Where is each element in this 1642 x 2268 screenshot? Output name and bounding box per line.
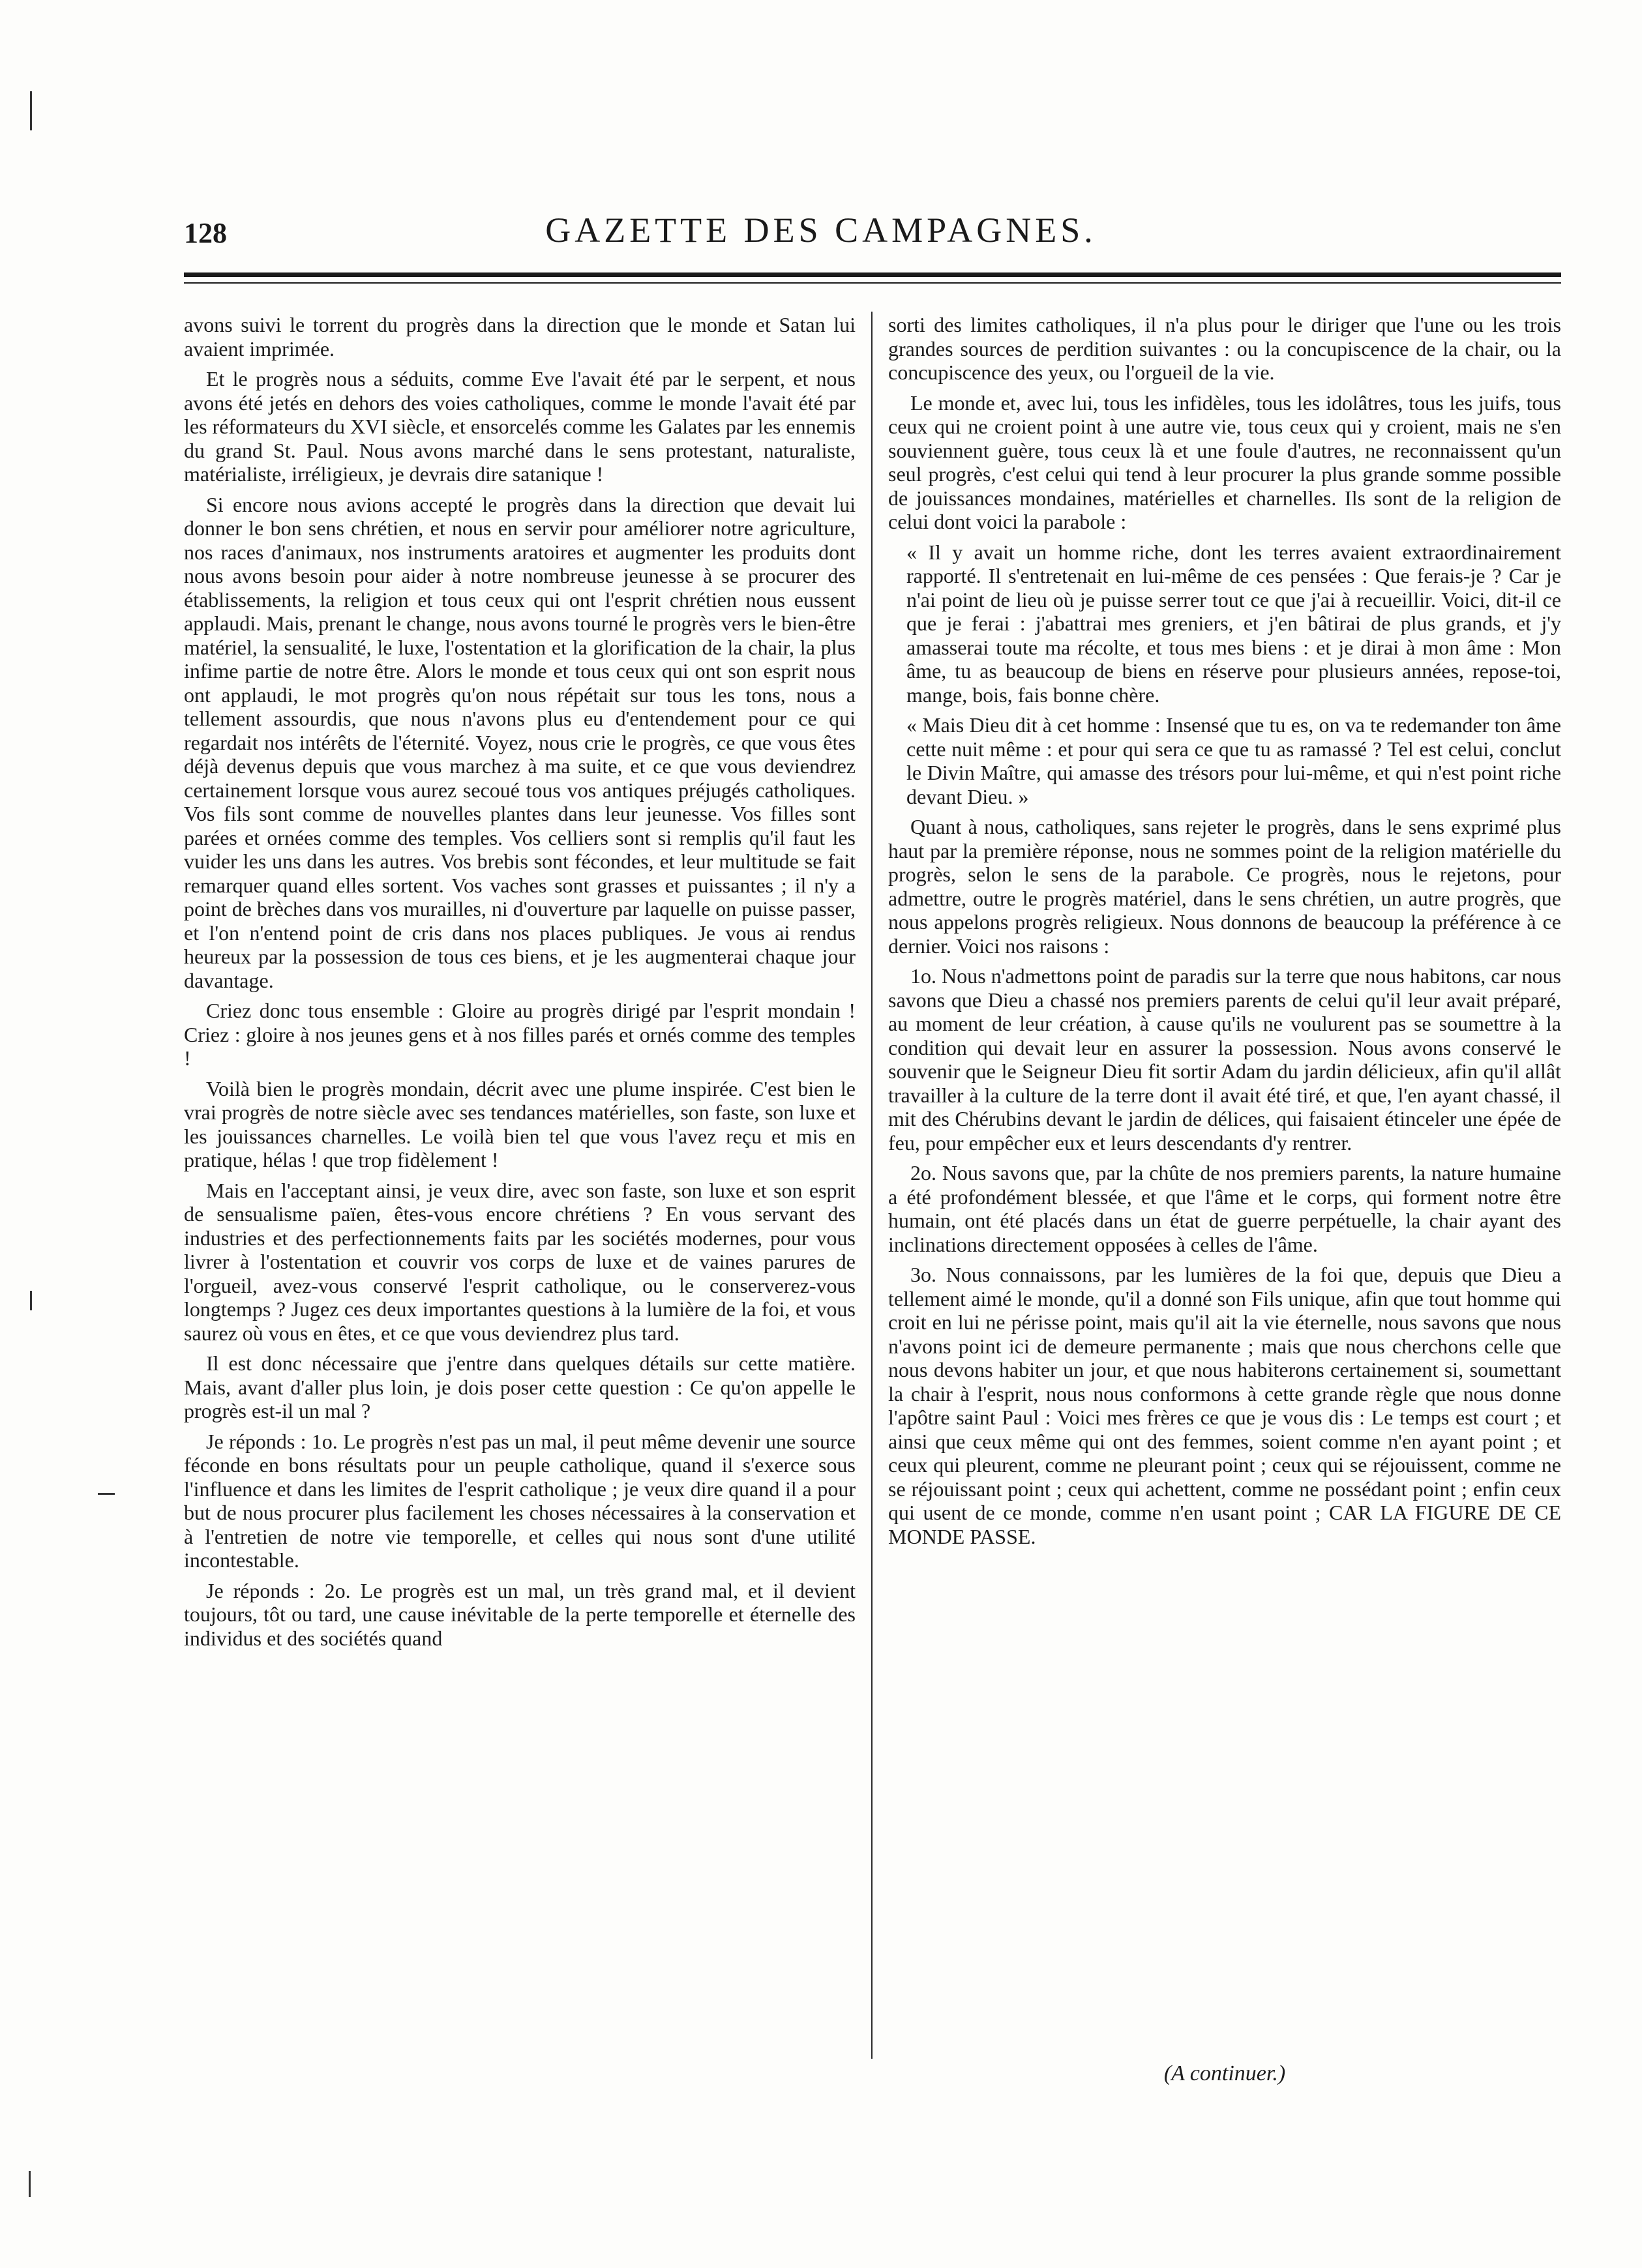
margin-speck bbox=[98, 1493, 115, 1495]
margin-speck bbox=[30, 91, 32, 130]
header-rule-thick bbox=[184, 272, 1561, 277]
parable-quote: « Mais Dieu dit à cet homme : Insensé que tu es, on va te redemander ton âme cette nuit même : et pour qui sera ce que tu as ramassé ? Tel est celui, conclut le Divin Maître, qui amasse des trésors pour lui-même, et qui n'est point riche devant Dieu. » bbox=[906, 713, 1561, 808]
header-rule-thin bbox=[184, 282, 1561, 284]
paragraph: Je réponds : 1o. Le progrès n'est pas un mal, il peut même devenir une source féconde en bons résultats pour un peuple catholique, quand il s'exerce sous l'influence et dans les limites de l'esprit catholique ; je veux dire quand il a pour but de nous procurer plus facilement les choses nécessaires à la conservation et à l'entretien de notre vie temporelle, et celles qui nous sont d'une utilité incontestable. bbox=[184, 1429, 856, 1572]
parable-quote: « Il y avait un homme riche, dont les terres avaient extraordinairement rapporté. Il s'entretenait en lui-même de ces pensées : Que ferais-je ? Car je n'ai point de lieu où je puisse serrer tout ce que j'ai à recueillir. Voici, dit-il ce que je ferai : j'abattrai mes greniers, et j'en bâtirai de plus grands, et j'y amasserai toute ma récolte, et tous mes biens : et je dirai à mon âme : Mon âme, tu as beaucoup de biens en réserve pour plusieurs années, repose-toi, mange, bois, fais bonne chère. bbox=[906, 540, 1561, 707]
paragraph: avons suivi le torrent du progrès dans la direction que le monde et Satan lui avaient imprimée. bbox=[184, 313, 856, 361]
masthead-title: GAZETTE DES CAMPAGNES. bbox=[545, 211, 1097, 250]
paragraph: Criez donc tous ensemble : Gloire au progrès dirigé par l'esprit mondain ! Criez : gloire à nos jeunes gens et à nos filles parés et ornés comme des temples ! bbox=[184, 999, 856, 1070]
paragraph: Et le progrès nous a séduits, comme Eve l'avait été par le serpent, et nous avons été jetés en dehors des voies catholiques, comme le monde l'avait été par les réformateurs du XVI siècle, et ensorcelés comme les Galates par les ennemis du grand St. Paul. Nous avons marché dans le sens protestant, naturaliste, matérialiste, irréligieux, je devrais dire satanique ! bbox=[184, 367, 856, 486]
paragraph: 2o. Nous savons que, par la chûte de nos premiers parents, la nature humaine a été profondément blessée, et que l'âme et le corps, qui forment notre être humain, ont été placés dans un état de guerre perpétuelle, la chair ayant des inclinations directement opposées à celles de l'âme. bbox=[888, 1161, 1561, 1256]
page-number: 128 bbox=[184, 217, 227, 249]
left-column bbox=[184, 313, 856, 2073]
continued-note: (A continuer.) bbox=[1163, 2061, 1286, 2085]
right-column bbox=[888, 313, 1561, 2073]
paragraph: Je réponds : 2o. Le progrès est un mal, un très grand mal, et il devient toujours, tôt ou tard, une cause inévitable de la perte temporelle et éternelle des individus et des sociétés quand bbox=[184, 1578, 856, 1650]
column-divider bbox=[871, 312, 873, 2059]
paragraph: Mais en l'acceptant ainsi, je veux dire, avec son faste, son luxe et son esprit de sensualisme païen, êtes-vous encore chrétiens ? En vous servant des industries et des perfectionnements faits par les sociétés modernes, pour vous livrer à l'ostentation et couvrir vos corps de luxe et de vaines parures de l'orgueil, avez-vous conservé l'esprit catholique, ou le conserverez-vous longtemps ? Jugez ces deux importantes questions à la lumière de la foi, et vous saurez où vous en êtes, et ce que vous deviendrez plus tard. bbox=[184, 1178, 856, 1345]
paragraph: Il est donc nécessaire que j'entre dans quelques détails sur cette matière. Mais, avant d'aller plus loin, je dois poser cette question : Ce qu'on appelle le progrès est-il un mal ? bbox=[184, 1351, 856, 1422]
paragraph: 1o. Nous n'admettons point de paradis sur la terre que nous habitons, car nous savons que Dieu a chassé nos premiers parents de celui qu'il leur avait préparé, au moment de leur création, à cause qu'ils ne voulurent pas se soumettre à la condition qui devait leur en assurer la possession. Nous avons conservé le souvenir que le Seigneur Dieu fit sortir Adam du jardin délicieux, afin qu'il allât travailler à la culture de la terre dont il avait été tiré, et que, l'en ayant chassé, il mit des Chérubins devant le jardin de délices, qui faisaient étinceler une épée de feu, pour empêcher eux et leurs descendants d'y rentrer. bbox=[888, 964, 1561, 1155]
margin-speck bbox=[29, 2171, 31, 2197]
paragraph: Voilà bien le progrès mondain, décrit avec une plume inspirée. C'est bien le vrai progrès de notre siècle avec ses tendances matérielles, son faste, son luxe et les jouissances charnelles. Le voilà bien tel que vous l'avez reçu et mis en pratique, hélas ! que trop fidèlement ! bbox=[184, 1076, 856, 1171]
paragraph: sorti des limites catholiques, il n'a plus pour le diriger que l'une ou les trois grandes sources de perdition suivantes : ou la concupiscence de la chair, ou la concupiscence des yeux, ou l'orgueil de la vie. bbox=[888, 313, 1561, 384]
paragraph: Quant à nous, catholiques, sans rejeter le progrès, dans le sens exprimé plus haut par la première réponse, nous ne sommes point de la religion matérielle du progrès, selon le sens de la parabole. Ce progrès, nous le rejetons, pour admettre, outre le progrès matériel, dans le sens chrétien, un autre progrès, que nous appelons progrès religieux. Nous donnons de beaucoup la préférence à ce dernier. Voici nos raisons : bbox=[888, 815, 1561, 958]
paragraph: 3o. Nous connaissons, par les lumières de la foi que, depuis que Dieu a tellement aimé le monde, qu'il a donné son Fils unique, afin que tout homme qui croit en lui ne périsse point, mais qu'il ait la vie éternelle, nous savons que nous n'avons point ici de demeure permanente ; mais que nous cherchons celle que nous devons habiter un jour, et que nous habiterons certainement si, soumettant la chair à l'esprit, nous nous conformons à cette grande règle que nous donne l'apôtre saint Paul : Voici mes frères ce que je vous dis : Le temps est court ; et ainsi que ceux même qui ont des femmes, soient comme n'en ayant point ; et ceux qui pleurent, comme ne pleurant point ; ceux qui se réjouissent, comme ne se réjouissant point ; ceux qui achettent, comme ne possédant point ; enfin ceux qui usent de ce monde, comme n'en usant point ; CAR LA FIGURE DE CE MONDE PASSE. bbox=[888, 1263, 1561, 1548]
margin-speck bbox=[30, 1291, 32, 1310]
paragraph: Le monde et, avec lui, tous les infidèles, tous les idolâtres, tous les juifs, tous ceux qui ne croient point à une autre vie, tous ceux qui y croient, mais ne s'en souviennent guère, tous ceux là et une foule d'autres, ne reconnaissent qu'un seul progrès, c'est celui qui tend à leur procurer la plus grande somme possible de jouissances mondaines, matérielles et charnelles. Ils sont de la religion de celui dont voici la parabole : bbox=[888, 390, 1561, 533]
paragraph: Si encore nous avions accepté le progrès dans la direction que devait lui donner le bon sens chrétien, et nous en servir pour améliorer notre agriculture, nos races d'animaux, nos instruments aratoires et augmenter les produits dont nous avons besoin pour aider à notre nombreuse jeunesse à se procurer des établissements, la religion et tous ceux qui ont l'esprit chrétien nous eussent applaudi. Mais, prenant le change, nous avons tourné le progrès vers le bien-être matériel, la sensualité, le luxe, l'ostentation et la glorification de la chair, la plus infime partie de notre être. Alors le monde et tous ceux qui ont son esprit nous ont applaudi, le mot progrès qu'on nous répétait sur tous les tons, nous a tellement assourdis, que nous n'avons plus eu d'entendement pour ce qui regardait nos intérêts de l'éternité. Voyez, nous crie le progrès, ce que vous êtes déjà devenus depuis que vous marchez à ma suite, et ce que vous deviendrez certainement lorsque vous aurez secoué tous vos antiques préjugés catholiques. Vos fils sont comme de nouvelles plantes dans leur jeunesse. Vos filles sont parées et ornées comme des temples. Vos celliers sont si remplis qu'il faut les vuider les uns dans les autres. Vos brebis sont fécondes, et leur multitude se fait remarquer quand elles sortent. Vos vaches sont grasses et puissantes ; il n'y a point de brèches dans vos murailles, ni d'ouverture par laquelle on puisse passer, et l'on n'entend point de cris dans nos places publiques. Je vous ai rendus heureux par la possession de tous ces biens, et je les augmenterai chaque jour davantage. bbox=[184, 492, 856, 992]
